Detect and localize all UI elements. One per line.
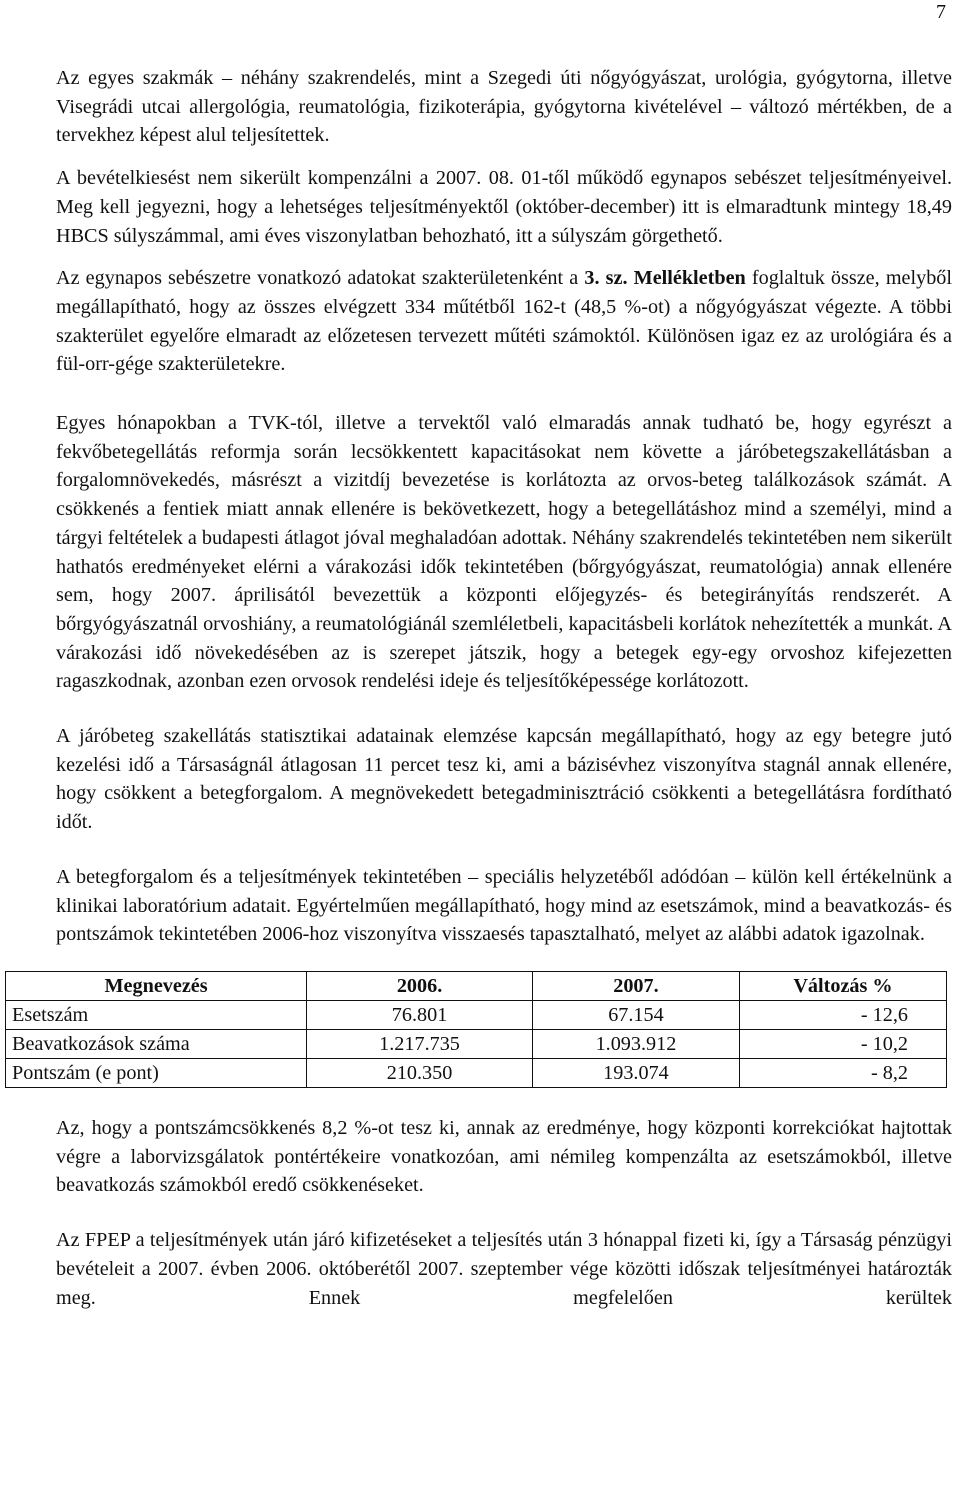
row-label: Esetszám xyxy=(6,1000,307,1029)
value-2007: 1.093.912 xyxy=(532,1029,739,1058)
value-change: - 8,2 xyxy=(739,1058,946,1087)
header-2006: 2006. xyxy=(307,971,533,1000)
paragraph-5: A járóbeteg szakellátás statisztikai adatainak elemzése kapcsán megállapítható, hogy az egy betegre jutó kezelési idő a Társaságnál átlagosan 11 percet tesz ki, ami a bázisévhez viszonyítva stagnál annak ellenére, hogy csökkent a betegforgalom. A megnövekedett betegadminisztráció csökkenti a betegellátásra fordítható időt. xyxy=(56,725,952,834)
paragraph-7: Az, hogy a pontszámcsökkenés 8,2 %-ot tesz ki, annak az eredménye, hogy központi korrekciókat hajtottak végre a laborvizsgálatok pontértékeire vonatkozóan, ami némileg kompenzálta az esetszámokból, illetve beavatkozás számokból eredő csökkenéseket. xyxy=(56,1116,952,1197)
paragraph-4: Egyes hónapokban a TVK-tól, illetve a tervektől való elmaradás annak tudható be, hogy egyrészt a fekvőbetegellátás reformja során lecsökkentett kapacitásokat nem követte a járóbetegszakellátásban a forgalomnövekedés, másrészt a vizitdíj bevezetése is korlátozta az orvos-beteg találkozások számát. A csökkenés a fentiek miatt annak ellenére is bekövetkezett, hogy a betegellátáshoz mind a személyi, mind a tárgyi feltételek a budapesti átlagot jóval meghaladóan adottak. Néhány szakrendelés tekintetében nem sikerült hathatós eredményeket elérni a várakozási idők tekintetében (bőrgyógyászat, reumatológia) annak ellenére sem, hogy 2007. áprilisától bevezettük a központi előjegyzés- és betegirányítás rendszerét. A bőrgyógyászatnál orvoshiány, a reumatológiánál szemléletbeli, kapacitásbeli korlátok nehezítették a munkát. A várakozási idő növekedésében az is szerepet játszik, hogy a betegek egy-egy orvoshoz kifejezetten ragaszkodnak, azonban ezen orvosok rendelési ideje és teljesítőképessége korlátozott. xyxy=(56,412,952,693)
lab-statistics-table xyxy=(5,971,947,1088)
header-change: Változás % xyxy=(739,971,946,1000)
paragraph-3-start: Az egynapos sebészetre vonatkozó adatokat szakterületenként a xyxy=(56,267,585,290)
paragraph-1: Az egyes szakmák – néhány szakrendelés, mint a Szegedi úti nőgyógyászat, urológia, gyógytorna, illetve Visegrádi utcai allergológia, reumatológia, fizikoterápia, gyógytorna kivételével – változó mértékben, de a tervekhez képest alul teljesítettek. xyxy=(56,67,952,147)
row-label: Beavatkozások száma xyxy=(6,1029,307,1058)
value-change: - 10,2 xyxy=(739,1029,946,1058)
header-name: Megnevezés xyxy=(6,971,307,1000)
paragraph-8: Az FPEP a teljesítmények után járó kifizetéseket a teljesítés után 3 hónappal fizeti ki, így a Társaság pénzügyi bevételeit a 2007. évben 2006. októberétől 2007. szeptember vége közötti időszak teljesítményei határozták meg. Ennek megfelelően kerültek xyxy=(56,1229,952,1309)
document-body xyxy=(12,64,952,1312)
value-2006: 76.801 xyxy=(307,1000,533,1029)
page-number: 7 xyxy=(936,1,946,23)
value-2006: 210.350 xyxy=(307,1058,533,1087)
annex-reference: 3. sz. Mellékletben xyxy=(584,267,746,290)
header-2007: 2007. xyxy=(532,971,739,1000)
value-2007: 67.154 xyxy=(532,1000,739,1029)
table-header-row xyxy=(6,971,947,1000)
value-change: - 12,6 xyxy=(739,1000,946,1029)
paragraph-2: A bevételkiesést nem sikerült kompenzálni a 2007. 08. 01-től működő egynapos sebészet teljesítményeivel. Meg kell jegyezni, hogy a lehetséges teljesítményektől (október-december) itt is elmaradtunk mintegy 18,49 HBCS súlyszámmal, ami éves viszonylatban behozható, itt a súlyszám görgethető. xyxy=(56,167,952,247)
row-label: Pontszám (e pont) xyxy=(6,1058,307,1087)
value-2006: 1.217.735 xyxy=(307,1029,533,1058)
paragraph-6: A betegforgalom és a teljesítmények tekintetében – speciális helyzetéből adódóan – külön kell értékelnünk a klinikai laboratórium adatait. Egyértelműen megállapítható, hogy mind az esetszámok, mind a beavatkozás- és pontszámok tekintetében 2006-hoz viszonyítva visszaesés tapasztalható, melyet az alábbi adatok igazolnak. xyxy=(56,865,952,946)
value-2007: 193.074 xyxy=(532,1058,739,1087)
table-row xyxy=(6,1000,947,1029)
table-row xyxy=(6,1029,947,1058)
paragraph-3-end: foglaltuk össze, melyből megállapítható, hogy az összes elvégzett 334 műtétből 162-t (48,5 %-ot) a nőgyógyászat végezte. A többi szakterület egyelőre elmaradt az előzetesen tervezett műtéti számoktól. Különösen igaz ez az urológiára és a fül-orr-gége szakterületekre. xyxy=(56,267,952,376)
table-row xyxy=(6,1058,947,1087)
paragraph-3 xyxy=(56,264,952,379)
